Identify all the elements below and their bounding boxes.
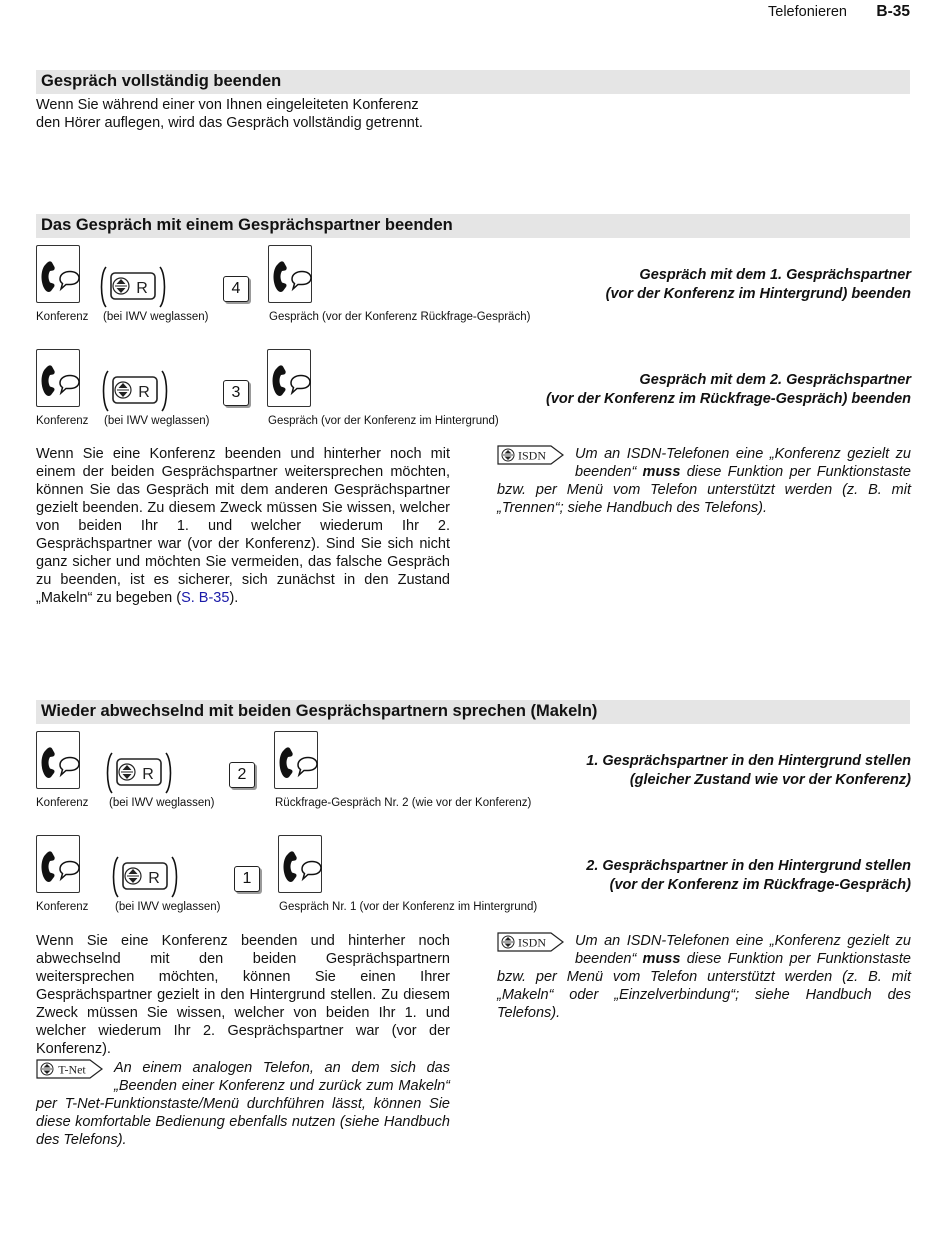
section1-line-1: Wenn Sie während einer von Ihnen eingeleiteten Konferenz [36, 97, 419, 113]
caption-conference: Konferenz [36, 901, 89, 913]
isdn-note [497, 932, 911, 1022]
tnet-note [36, 1059, 450, 1149]
tnet-tag-icon [36, 1059, 104, 1079]
isdn-note-bold: muss [642, 951, 681, 967]
page-link[interactable]: S. B-35 [181, 590, 230, 606]
tnet-tag-label: T-Net [58, 1062, 86, 1077]
caption-conference: Konferenz [36, 797, 89, 809]
handset-icon [36, 731, 80, 789]
isdn-note-text: Um an ISDN-Telefonen eine „Konferenz gezielt zu beenden“ [575, 933, 911, 967]
digit-key-4: 4 [223, 276, 249, 302]
caption-iwv: (bei IWV weglassen) [104, 415, 210, 427]
caption-call: Gespräch Nr. 1 (vor der Konferenz im Hintergrund) [279, 901, 538, 913]
section2-body [36, 445, 450, 607]
section-title-end-partner: Das Gespräch mit einem Gesprächspartner beenden [36, 214, 910, 238]
isdn-note-text: Um an ISDN-Telefonen eine „Konferenz gezielt zu beenden“ [575, 446, 911, 480]
isdn-tag-icon [497, 445, 565, 465]
step-description [606, 266, 911, 303]
isdn-note-bold: muss [642, 464, 681, 480]
step-description-line: (vor der Konferenz im Rückfrage-Gespräch) beenden [546, 390, 911, 407]
step-description-line: (gleicher Zustand wie vor der Konferenz) [629, 771, 911, 788]
handset-icon [274, 731, 318, 789]
step-description-line: Gespräch mit dem 2. Gesprächspartner [639, 372, 911, 388]
section-title-makeln: Wieder abwechselnd mit beiden Gesprächspartnern sprechen (Makeln) [36, 700, 910, 724]
step-description-line: 2. Gesprächspartner in den Hintergrund stellen [586, 858, 911, 874]
handset-icon [36, 835, 80, 893]
step-description-line: (vor der Konferenz im Rückfrage-Gespräch) [609, 876, 911, 893]
isdn-tag-label: ISDN [517, 935, 547, 950]
isdn-tag-icon [497, 932, 565, 952]
page-number: B-35 [876, 3, 910, 20]
caption-iwv: (bei IWV weglassen) [109, 797, 215, 809]
handset-icon [278, 835, 322, 893]
caption-iwv: (bei IWV weglassen) [103, 311, 209, 323]
isdn-tag-label: ISDN [517, 448, 547, 463]
digit-key-3: 3 [223, 380, 249, 406]
caption-conference: Konferenz [36, 311, 89, 323]
step-description-line: (vor der Konferenz im Hintergrund) beenden [605, 285, 911, 302]
section1-text [36, 96, 476, 132]
step-description [586, 752, 911, 789]
r-key-icon [102, 368, 170, 418]
section2-body-text: Wenn Sie eine Konferenz beenden und hinterher noch mit einem der beiden Gesprächspartner weitersprechen möchten, können Sie das Gespräch mit dem anderen Gesprächspartner gezielt beenden. Zu diesem Zweck müssen Sie wissen, welcher von beiden Ihr 1. und welcher wiederum Ihr 2. Gesprächspartner war (vor der Konferenz). Sind Sie sich nicht ganz sicher und möchten Sie vermeiden, das falsche Gespräch zu beenden, ist es sicherer, sich zunächst in den Zustand „Makeln“ zu begeben ( [36, 446, 450, 606]
section2-body-end: ). [229, 590, 239, 606]
r-key-icon [106, 750, 174, 800]
step-description-line: Gespräch mit dem 1. Gesprächspartner [639, 267, 911, 283]
step-description [546, 371, 911, 408]
handset-icon [36, 349, 80, 407]
step-description [586, 857, 911, 894]
isdn-note-text-cont: diese Funktion per Funktionstaste bzw. per Menü vom Telefon unterstützt werden (z. B. mit „Trennen“; siehe Handbuch des Telefons). [497, 464, 911, 516]
handset-icon [268, 245, 312, 303]
digit-key-2: 2 [229, 762, 255, 788]
caption-conference: Konferenz [36, 415, 89, 427]
digit-key-1: 1 [234, 866, 260, 892]
r-key-icon [112, 854, 180, 904]
tnet-note-text: An einem analogen Telefon, an dem sich das „Beenden einer Konferenz und zurück zum Makeln“ per T-Net-Funktionstaste/Menü durchführen lässt, können Sie diese komfortable Bedienung ebenfalls nutzen (siehe Handbuch des Telefons). [36, 1060, 450, 1148]
section3-body: Wenn Sie eine Konferenz beenden und hinterher noch abwechselnd mit den beiden Gesprächspartnern weitersprechen möchten, können Sie einen Ihrer Gesprächspartner gezielt in den Hintergrund stellen. Zu diesem Zweck müssen Sie wissen, welcher von beiden Ihr 1. und welcher wiederum Ihr 2. Gesprächspartner war (vor der Konferenz). [36, 933, 450, 1057]
caption-call: Gespräch (vor der Konferenz Rückfrage-Gespräch) [269, 311, 531, 323]
caption-iwv: (bei IWV weglassen) [115, 901, 221, 913]
r-key-icon [100, 264, 168, 314]
step-description-line: 1. Gesprächspartner in den Hintergrund stellen [586, 753, 911, 769]
isdn-note-text-cont: diese Funktion per Funktionstaste bzw. per Menü vom Telefon unterstützt werden (z. B. mit „Makeln“ oder „Einzelverbindung“; siehe Handbuch des Telefons). [497, 951, 911, 1021]
section1-line-2: den Hörer auflegen, wird das Gespräch vollständig getrennt. [36, 115, 423, 131]
handset-icon [36, 245, 80, 303]
handset-icon [267, 349, 311, 407]
section-title-end-call: Gespräch vollständig beenden [36, 70, 910, 94]
isdn-note [497, 445, 911, 517]
header-section-label: Telefonieren [768, 4, 847, 20]
caption-call: Rückfrage-Gespräch Nr. 2 (wie vor der Konferenz) [275, 797, 532, 809]
caption-call: Gespräch (vor der Konferenz im Hintergrund) [268, 415, 499, 427]
